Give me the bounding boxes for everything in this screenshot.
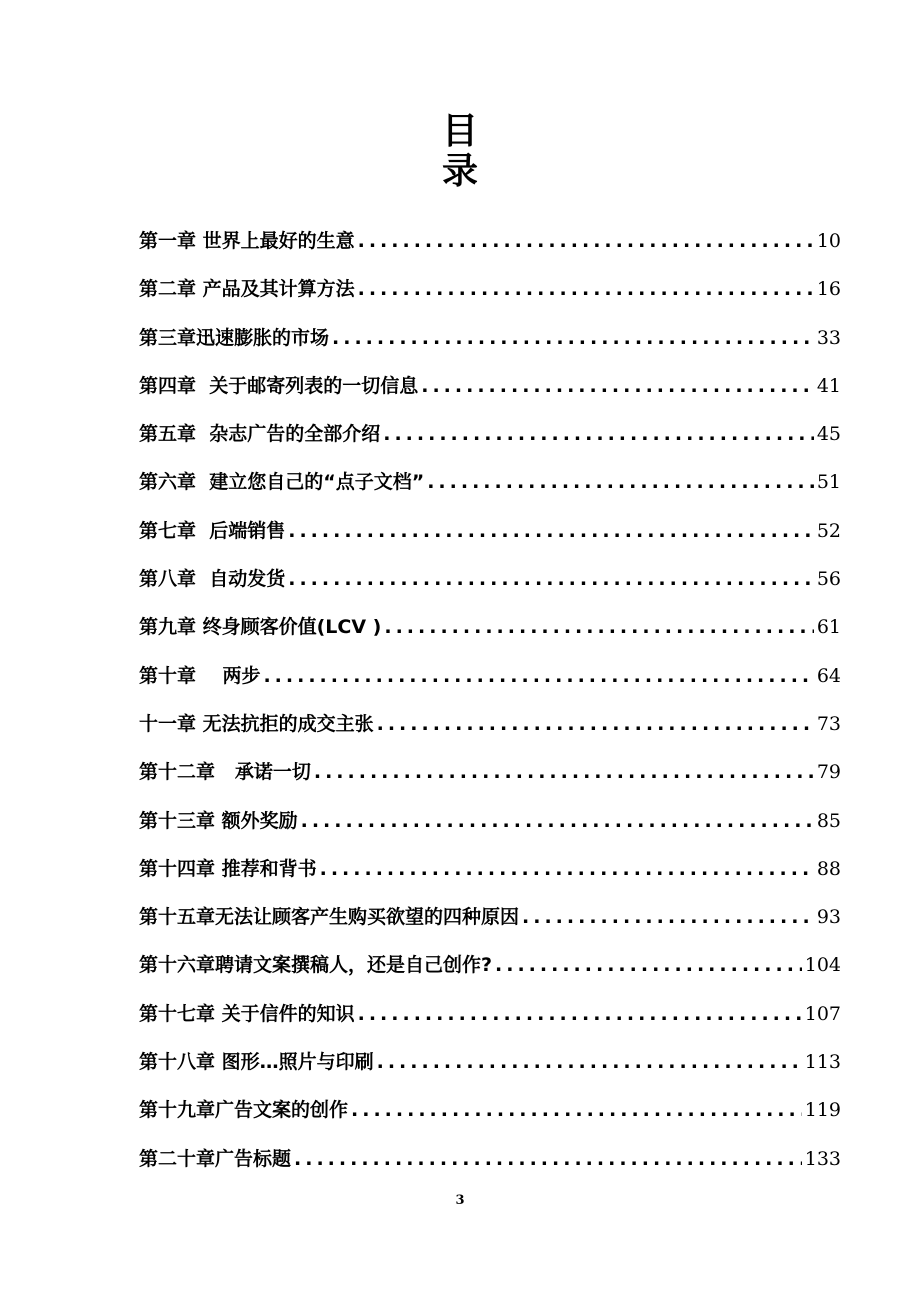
toc-entry-page: 119: [804, 1099, 841, 1122]
toc-entry-page: 107: [804, 1002, 841, 1025]
toc-dot-leader: [522, 906, 814, 928]
toc-entry-page: 33: [816, 326, 841, 349]
toc-entry[interactable]: [139, 1095, 841, 1143]
toc-entry-page: 88: [816, 857, 841, 880]
toc-entry-page: 64: [816, 664, 841, 687]
page-number: 3: [455, 1193, 465, 1208]
toc-entry-label: 第十二章 承诺一切: [139, 761, 311, 784]
toc-entry-label: 第十六章聘请文案撰稿人，还是自己创作?: [139, 954, 493, 977]
toc-entry-label: 第六章 建立您自己的“点子文档”: [139, 471, 425, 494]
toc-dot-leader: [383, 423, 814, 445]
toc-dot-leader: [427, 471, 814, 493]
toc-entry-label: 第十九章广告文案的创作: [139, 1099, 349, 1122]
toc-entry[interactable]: [139, 709, 841, 757]
toc-dot-leader: [288, 520, 814, 542]
toc-entry[interactable]: [139, 612, 841, 660]
toc-entry-label: 第一章 世界上最好的生意: [139, 230, 355, 252]
toc-entry-page: 133: [804, 1147, 841, 1170]
toc-entry[interactable]: [139, 806, 841, 854]
toc-dot-leader: [301, 810, 814, 832]
toc-entry[interactable]: [139, 371, 841, 419]
toc-entry-page: 79: [816, 761, 841, 784]
toc-entry-label: 第十五章无法让顾客产生购买欲望的四种原因: [139, 906, 520, 929]
toc-entry[interactable]: [139, 274, 841, 322]
toc-dot-leader: [320, 858, 814, 880]
toc-dot-leader: [294, 1148, 802, 1170]
toc-entry-label: 第五章 杂志广告的全部介绍: [139, 423, 381, 446]
toc-dot-leader: [377, 713, 814, 735]
toc-entry-label: 第二章 产品及其计算方法: [139, 278, 355, 301]
toc-entry[interactable]: [139, 1144, 841, 1192]
toc-entry-page: 52: [816, 519, 841, 542]
toc-entry-page: 41: [816, 374, 841, 397]
toc-dot-leader: [351, 1099, 802, 1121]
toc-entry[interactable]: [139, 902, 841, 950]
toc-dot-leader: [358, 230, 814, 252]
table-of-contents: [139, 226, 841, 1192]
toc-entry-label: 第十三章 额外奖励: [139, 809, 298, 832]
toc-entry-label: 第十八章 图形…照片与印刷: [139, 1051, 374, 1074]
toc-entry[interactable]: [139, 661, 841, 709]
toc-dot-leader: [384, 616, 813, 638]
toc-entry-label: 第十章 两步: [139, 664, 261, 687]
toc-entry-page: 45: [816, 423, 841, 446]
toc-entry[interactable]: [139, 950, 841, 998]
toc-dot-leader: [314, 761, 814, 783]
toc-dot-leader: [377, 1051, 802, 1073]
toc-entry-page: 104: [804, 954, 841, 977]
toc-entry-label: 十一章 无法抗拒的成交主张: [139, 712, 374, 735]
toc-entry[interactable]: [139, 226, 841, 274]
toc-entry-label: 第八章 自动发货: [139, 568, 286, 591]
toc-entry-label: 第十七章 关于信件的知识: [139, 1002, 355, 1025]
toc-title-line-2: 录: [441, 151, 478, 192]
toc-entry-page: 10: [816, 230, 841, 252]
toc-entry-label: 第二十章广告标题: [139, 1147, 292, 1170]
toc-dot-leader: [421, 375, 814, 397]
toc-entry[interactable]: [139, 419, 841, 467]
toc-entry-label: 第七章 后端销售: [139, 519, 286, 542]
toc-entry-page: 73: [816, 712, 841, 735]
toc-entry[interactable]: [139, 516, 841, 564]
toc-entry[interactable]: [139, 564, 841, 612]
toc-entry-page: 85: [816, 809, 841, 832]
toc-dot-leader: [263, 665, 813, 687]
toc-entry-page: 93: [816, 906, 841, 929]
toc-entry-label: 第九章 终身顾客价值(LCV ): [139, 616, 382, 639]
toc-entry-label: 第十四章 推荐和背书: [139, 857, 317, 880]
toc-entry[interactable]: [139, 757, 841, 805]
toc-dot-leader: [288, 568, 814, 590]
toc-entry-label: 第三章迅速膨胀的市场: [139, 326, 330, 349]
toc-dot-leader: [358, 278, 814, 300]
toc-entry-page: 56: [816, 568, 841, 591]
toc-entry-page: 113: [804, 1051, 841, 1074]
toc-dot-leader: [495, 954, 802, 976]
toc-entry-page: 16: [816, 278, 841, 301]
toc-entry[interactable]: [139, 467, 841, 515]
toc-entry[interactable]: [139, 854, 841, 902]
toc-dot-leader: [332, 327, 814, 349]
toc-entry[interactable]: [139, 999, 841, 1047]
toc-dot-leader: [358, 1003, 802, 1025]
toc-entry[interactable]: [139, 1047, 841, 1095]
toc-entry-page: 61: [816, 616, 841, 639]
toc-title-line-1: 目: [441, 111, 478, 152]
toc-entry-label: 第四章 关于邮寄列表的一切信息: [139, 374, 419, 397]
toc-entry[interactable]: [139, 323, 841, 371]
toc-entry-page: 51: [816, 471, 841, 494]
